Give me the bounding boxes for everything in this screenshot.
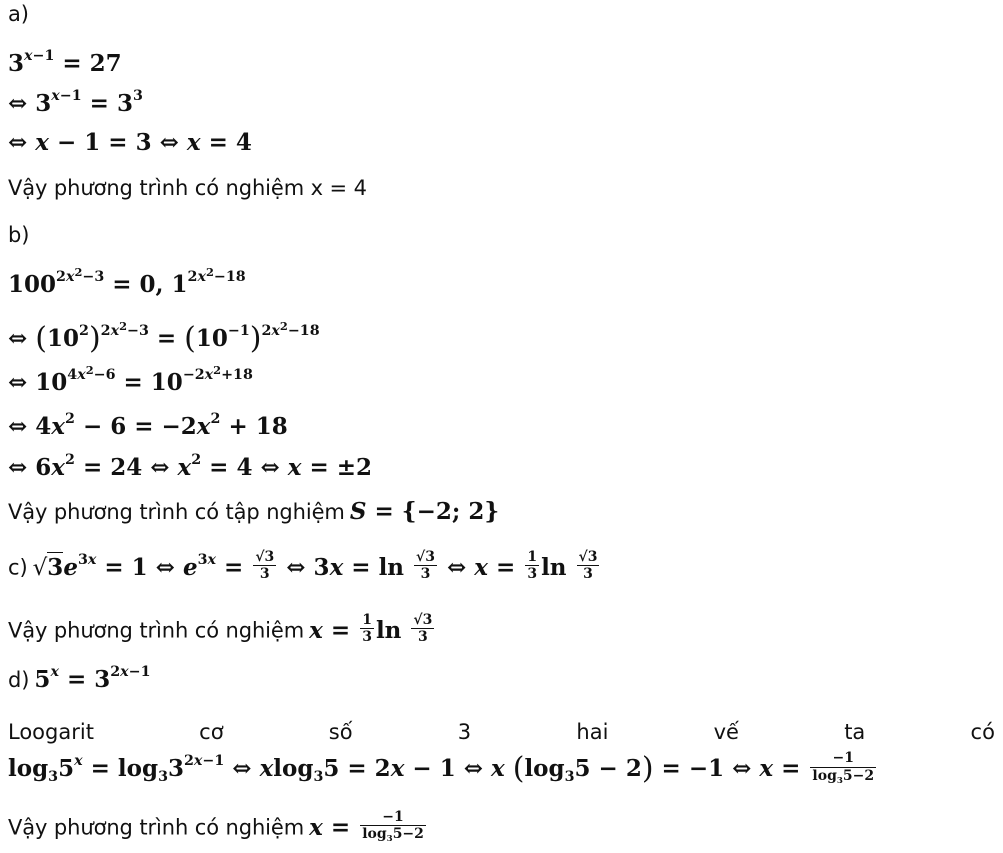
intro-word: ta <box>844 720 866 744</box>
intro-word: có <box>970 720 995 744</box>
equation-b-line-4: ⇔ $4x^2 - 6 = -2x^2 + 18$ <box>8 411 288 440</box>
part-a-label: a) <box>8 2 29 26</box>
equation-d <box>8 664 151 693</box>
part-c-label: c) <box>8 555 28 580</box>
equation-a-line-1: $3^{x-1} = 27$ <box>8 48 122 77</box>
intro-word: số <box>328 720 353 744</box>
intro-word: vế <box>713 720 739 744</box>
intro-word: cơ <box>199 720 224 744</box>
equation-b-line-5: ⇔ $6x^2 = 24$ ⇔ $x^2 = 4$ ⇔ x = ±2 <box>8 452 373 481</box>
part-d-intro <box>8 720 995 744</box>
solution-set-b: S = {−2; 2} <box>349 498 500 525</box>
part-d-label: d) <box>8 668 30 692</box>
conclusion-b-text: Vậy phương trình có tập nghiệm <box>8 500 345 524</box>
conclusion-d-text: Vậy phương trình có nghiệm <box>8 815 305 840</box>
equation-a-line-3: ⇔ x − 1 = 3 ⇔ x = 4 <box>8 129 252 156</box>
solution-d: x = $\frac{-1}{\log_35-2}$ <box>309 809 424 845</box>
equation-d-log: $\log_35^x = \log_33^{2x-1}$ ⇔ xlog$_3$5 = 2x − 1 ⇔ x $(\log_35 - 2) = -1$ ⇔ x = $\frac{-1}{\log_35-2}$ <box>8 750 875 786</box>
conclusion-b <box>8 500 499 523</box>
equation-b-line-3: ⇔ $10^{4x^2-6} = 10^{-2x^2+18}$ <box>8 362 253 396</box>
equation-d-math: $5^x = 3^{2x-1}$ <box>34 664 151 693</box>
conclusion-c-text: Vậy phương trình có nghiệm <box>8 618 305 643</box>
conclusion-d <box>8 809 428 845</box>
conclusion-c <box>8 612 436 648</box>
intro-word: hai <box>576 720 609 744</box>
equation-c <box>8 549 601 585</box>
equation-c-math: $√3e^{3x} = 1$ ⇔ $e^{3x}$ = $\frac{√3}{3}$ ⇔ 3x = ln $\frac{√3}{3}$ ⇔ x = $\frac{1}{3}$ ln $\frac{√3}{3}$ <box>32 549 598 583</box>
equation-a-line-2: ⇔ $3^{x-1} = 3^3$ <box>8 88 143 117</box>
equation-b-line-2: ⇔ $(10^2)^{2x^2-3} = (10^{-1})^{2x^2-18}$ <box>8 318 320 356</box>
intro-word: 3 <box>457 720 472 744</box>
conclusion-a: Vậy phương trình có nghiệm x = 4 <box>8 176 367 200</box>
equation-b-line-1: $100^{2x^2-3} = 0$, $1^{2x^2-18}$ <box>8 264 246 298</box>
part-b-label: b) <box>8 223 30 247</box>
intro-word: Loogarit <box>8 720 94 744</box>
solution-c: x = $\frac{1}{3}$ ln $\frac{√3}{3}$ <box>309 612 433 646</box>
